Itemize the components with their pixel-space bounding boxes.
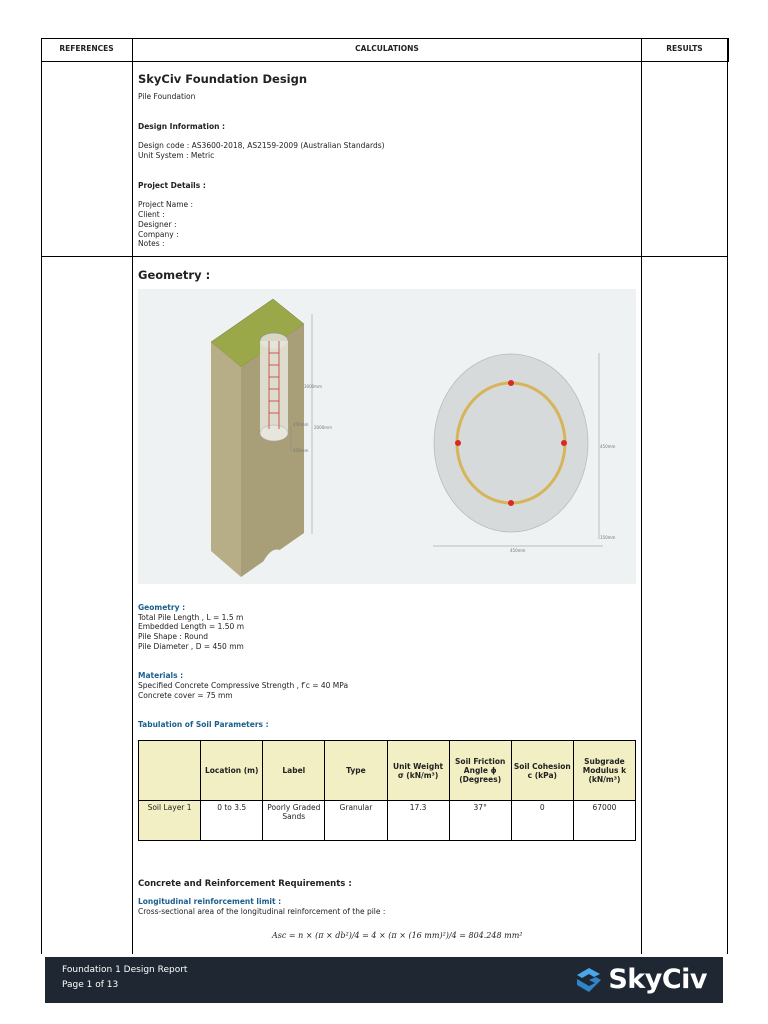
report-subtitle: Pile Foundation [138,92,196,101]
footer-page-number: Page 1 of 13 [62,980,119,990]
report-title: SkyCiv Foundation Design [138,72,308,86]
soil-table-header: Soil Cohesion c (kPa) [511,741,573,801]
concrete-cover: Concrete cover = 75 mm [138,691,233,700]
outer-right-border [727,38,728,954]
dim-label-3d-c: 450mm [293,422,309,427]
soil-table-header: Subgrade Modulus k (kN/m³) [573,741,635,801]
unit-system: Unit System : Metric [138,151,215,160]
outer-left-border [41,38,42,954]
footer [45,957,723,1003]
dim-label-3d-a: 3000mm [304,384,322,389]
geometry-heading: Geometry : [138,268,211,282]
concrete-heading: Concrete and Reinforcement Requirements : [138,879,352,889]
soil-table-header: Unit Weight σ (kN/m³) [387,741,449,801]
design-code: Design code : AS3600-2018, AS2159-2009 (Australian Standards) [138,141,385,150]
skyciv-logo [576,964,707,995]
soil-table-header: Type [325,741,387,801]
header-divider-right [641,38,642,954]
geometry-subheading: Geometry : [138,603,186,612]
soil-table-header: Soil Friction Angle ϕ (Degrees) [449,741,511,801]
dim-label-3d-b: 2000mm [314,425,332,430]
soil-cell: 17.3 [387,801,449,841]
soil-table-header: Label [263,741,325,801]
notes: Notes : [138,239,165,248]
soil-table-header-row [139,741,636,801]
soil-heading: Tabulation of Soil Parameters : [138,720,269,729]
project-details-heading: Project Details : [138,181,206,190]
company: Company : [138,230,179,239]
header-divider-left [132,38,133,954]
project-name: Project Name : [138,200,194,209]
pile-bottom-ellipse [260,425,288,441]
soil-cell: Soil Layer 1 [139,801,201,841]
skyciv-logo-text: SkyCiv [608,964,707,995]
reinforcement-formula: Asc = n × (π × db²)/4 = 4 × (π × (16 mm)²)/4 = 804.248 mm² [272,931,523,940]
total-pile-length: Total Pile Length , L = 1.5 m [138,613,244,622]
embedded-length: Embedded Length = 1.50 m [138,622,245,631]
concrete-strength: Specified Concrete Compressive Strength , f′c = 40 MPa [138,681,349,690]
geometry-figure [138,289,636,584]
soil-table-header [139,741,201,801]
rebar-dot [455,440,461,446]
client: Client : [138,210,165,219]
dim-label-plan-c: 150mm [600,535,616,540]
dim-label-3d-d: 450mm [293,448,309,453]
longitudinal-text: Cross-sectional area of the longitudinal reinforcement of the pile : [138,907,386,916]
soil-cell: 0 [511,801,573,841]
skyciv-logo-icon [576,966,602,994]
soil-parameters-table [138,740,636,841]
pile-body [260,341,288,433]
dim-label-plan-b: 450mm [510,548,526,553]
soil-cell: Granular [325,801,387,841]
soil-cell: 0 to 3.5 [201,801,263,841]
rebar-dot [561,440,567,446]
pile-shape: Pile Shape : Round [138,632,209,641]
dim-label-plan-a: 450mm [600,444,616,449]
references-header: REFERENCES [59,44,114,53]
soil-cell: 67000 [573,801,635,841]
pile-diameter: Pile Diameter , D = 450 mm [138,642,244,651]
soil-table-header: Location (m) [201,741,263,801]
soil-cell: 37° [449,801,511,841]
table-row [139,801,636,841]
calculations-header: CALCULATIONS [355,44,419,53]
rebar-dot [508,500,514,506]
results-header: RESULTS [666,44,703,53]
soil-cell: Poorly Graded Sands [263,801,325,841]
designer: Designer : [138,220,177,229]
rebar-dot [508,380,514,386]
design-info-heading: Design Information : [138,122,226,131]
row-divider-1 [41,256,727,257]
footer-report-name: Foundation 1 Design Report [62,965,188,975]
materials-heading: Materials : [138,671,184,680]
longitudinal-heading: Longitudinal reinforcement limit : [138,897,282,906]
soil-block-front [211,342,241,577]
